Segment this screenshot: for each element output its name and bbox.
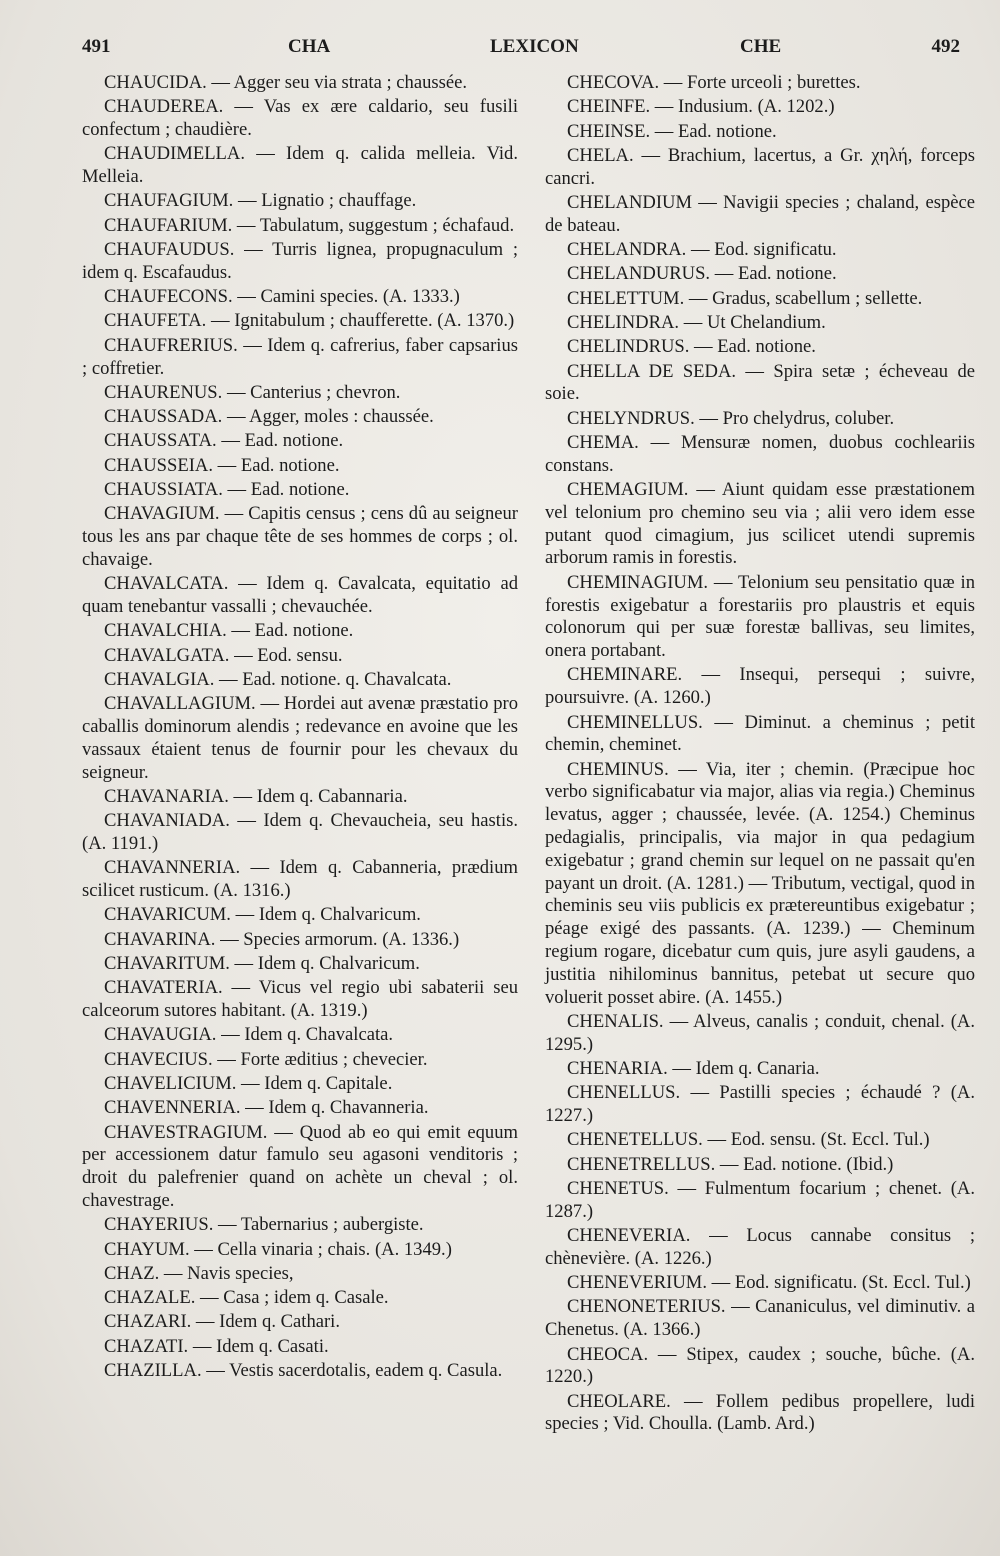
dictionary-entry: CHAUFAGIUM. — Lignatio ; chauffage. [104,190,417,212]
dictionary-entry: CHAVANNERIA. — Idem q. Cabanneria, prædium scilicet rusticum. (A. 1316.) [82,857,518,902]
page-number-right: 492 [931,36,960,57]
page-number-left: 491 [82,36,111,57]
left-column-entries [82,72,518,1384]
dictionary-entry: CHAZALE. — Casa ; idem q. Casale. [104,1287,389,1309]
dictionary-entry: CHAVAUGIA. — Idem q. Chavalcata. [104,1024,394,1046]
dictionary-entry: CHAZATI. — Idem q. Casati. [104,1335,329,1357]
dictionary-entry: CHELYNDRUS. — Pro chelydrus, coluber. [567,407,895,429]
dictionary-entry: CHAUSSADA. — Agger, moles : chaussée. [104,406,434,428]
dictionary-entry: CHAVALCATA. — Idem q. Cavalcata, equitatio ad quam tenebantur vassalli ; chevauchée. [82,573,518,618]
dictionary-entry: CHENALIS. — Alveus, canalis ; conduit, chenal. (A. 1295.) [545,1010,975,1055]
dictionary-entry: CHENETUS. — Fulmentum focarium ; chenet. (A. 1287.) [545,1177,975,1222]
running-head-left: CHA [288,36,331,57]
dictionary-entry: CHAURENUS. — Canterius ; chevron. [104,381,401,403]
dictionary-entry: CHAVARICUM. — Idem q. Chalvaricum. [104,904,421,926]
dictionary-entry: CHAVARITUM. — Idem q. Chalvaricum. [104,952,420,974]
dictionary-entry: CHAUSSATA. — Ead. notione. [104,430,344,452]
dictionary-entry: CHAUCIDA. — Agger seu via strata ; chaussée. [104,72,468,93]
running-head-right: CHE [740,36,782,57]
dictionary-entry: CHAUSSIATA. — Ead. notione. [104,479,350,501]
dictionary-entry: CHAUDEREA. — Vas ex ære caldario, seu fusili confectum ; chaudière. [82,96,518,141]
dictionary-entry: CHENETRELLUS. — Ead. notione. (Ibid.) [567,1153,894,1175]
dictionary-entry: CHAUFRERIUS. — Idem q. cafrerius, faber capsarius ; coffretier. [82,334,518,379]
dictionary-entry: CHELA. — Brachium, lacertus, a Gr. χηλή, forceps cancri. [545,144,975,189]
dictionary-entry: CHAVARINA. — Species armorum. (A. 1336.) [104,928,460,950]
dictionary-entry: CHELINDRA. — Ut Chelandium. [567,311,826,333]
dictionary-entry: CHAVALCHIA. — Ead. notione. [104,620,354,642]
dictionary-entry: CHAVANARIA. — Idem q. Cabannaria. [104,785,408,807]
dictionary-entry: CHAVALGIA. — Ead. notione. q. Chavalcata. [104,668,452,690]
dictionary-entry: CHAVESTRAGIUM. — Quod ab eo qui emit equum per accessionem datur famulo seu agasoni venditoris ; droit du palefrenier quand on achète un cheval ; ol. chavestrage. [82,1121,518,1211]
dictionary-entry: CHAUFETA. — Ignitabulum ; chaufferette. (A. 1370.) [104,310,515,332]
dictionary-entry: CHENELLUS. — Pastilli species ; échaudé ? (A. 1227.) [545,1082,975,1127]
dictionary-entry: CHENEVERIA. — Locus cannabe consitus ; chènevière. (A. 1226.) [545,1225,975,1269]
dictionary-entry: CHAUFARIUM. — Tabulatum, suggestum ; échafaud. [104,214,515,236]
dictionary-entry: CHAVANIADA. — Idem q. Chevaucheia, seu hastis. (A. 1191.) [82,810,518,854]
dictionary-entry: CHAVALLAGIUM. — Hordei aut avenæ præstatio pro caballis dominorum alendis ; redevance en avoine que les vassaux étaient tenus de fournir pour les chevaux du seigneur. [82,693,518,783]
running-head-center: LEXICON [490,36,579,57]
dictionary-entry: CHAUSSEIA. — Ead. notione. [104,454,340,476]
dictionary-entry: CHAVECIUS. — Forte æditius ; chevecier. [104,1048,428,1070]
dictionary-entry: CHAVELICIUM. — Idem q. Capitale. [104,1072,393,1094]
dictionary-entry: CHAVAGIUM. — Capitis census ; cens dû au seigneur tous les ans par chaque tête de ses hommes de corps ; ol. chavaige. [82,503,518,570]
dictionary-entry: CHENONETERIUS. — Cananiculus, vel diminutiv. a Chenetus. (A. 1366.) [545,1296,975,1341]
dictionary-entry: CHEMINELLUS. — Diminut. a cheminus ; petit chemin, cheminet. [545,711,975,756]
dictionary-entry: CHEMINUS. — Via, iter ; chemin. (Præcipue hoc verbo significabatur via major, alias via regia.) Cheminus levatus, agger ; chaussée, levée. (A. 1254.) Cheminus pedagialis, principalis, via major in qua pedagium exigebatur ; grand chemin sur lequel on ne passait qu'en payant un droit. (A. 1281.) — Tributum, vectigal, quod in cheminis seu viis publicis ex prætereuntibus exigebatur ; péage exigé des passants. (A. 1239.) — Cheminum regium rogare, dicebatur cum quis, jure asyli gaudens, a justitia nihilominus bannitus, petebat ut secure quo voluerit posset abire. (A. 1455.) [545,758,975,1008]
dictionary-entry: CHAVATERIA. — Vicus vel regio ubi sabaterii seu calceorum sutores habitant. (A. 1319.) [82,977,518,1022]
dictionary-entry: CHELINDRUS. — Ead. notione. [567,336,816,358]
right-column-entries [545,72,975,1438]
dictionary-entry: CHEINFE. — Indusium. (A. 1202.) [567,96,835,118]
running-header [0,36,1000,66]
dictionary-entry: CHEMAGIUM. — Aiunt quidam esse præstationem vel telonium pro chemino seu via ; alii vero idem esse putant quod cimagium, jus scilicet utendi supremis arborum ramis in forestis. [545,479,975,569]
dictionary-entry: CHELANDRA. — Eod. significatu. [567,239,837,261]
dictionary-entry: CHAVALGATA. — Eod. sensu. [104,644,343,666]
dictionary-entry: CHECOVA. — Forte urceoli ; burettes. [567,72,861,93]
dictionary-entry: CHAYERIUS. — Tabernarius ; aubergiste. [104,1214,424,1236]
dictionary-entry: CHAVENNERIA. — Idem q. Chavanneria. [104,1097,429,1119]
dictionary-entry: CHAZ. — Navis species, [104,1262,294,1284]
dictionary-entry: CHELLA DE SEDA. — Spira setæ ; écheveau de soie. [545,360,975,405]
dictionary-entry: CHAZARI. — Idem q. Cathari. [104,1311,340,1333]
dictionary-entry: CHAUDIMELLA. — Idem q. calida melleia. Vid. Melleia. [82,143,518,188]
dictionary-entry: CHELETTUM. — Gradus, scabellum ; sellette. [567,287,923,309]
dictionary-entry: CHEMA. — Mensuræ nomen, duobus cochleariis constans. [545,431,975,476]
dictionary-entry: CHEOLARE. — Follem pedibus propellere, ludi species ; Vid. Choulla. (Lamb. Ard.) [545,1390,975,1435]
dictionary-entry: CHENEVERIUM. — Eod. significatu. (St. Eccl. Tul.) [567,1272,971,1294]
dictionary-entry: CHENETELLUS. — Eod. sensu. (St. Eccl. Tul.) [567,1129,930,1151]
dictionary-entry: CHELANDIUM — Navigii species ; chaland, espèce de bateau. [545,191,975,236]
dictionary-entry: CHEINSE. — Ead. notione. [567,120,777,142]
dictionary-entry: CHAUFAUDUS. — Turris lignea, propugnaculum ; idem q. Escafaudus. [82,239,518,283]
dictionary-entry: CHENARIA. — Idem q. Canaria. [567,1057,820,1079]
dictionary-entry: CHAYUM. — Cella vinaria ; chais. (A. 1349.) [104,1238,452,1260]
dictionary-entry: CHEOCA. — Stipex, caudex ; souche, bûche. (A. 1220.) [545,1343,975,1388]
dictionary-entry: CHAZILLA. — Vestis sacerdotalis, eadem q. Casula. [104,1360,503,1382]
dictionary-entry: CHEMINARE. — Insequi, persequi ; suivre, poursuivre. (A. 1260.) [545,664,975,709]
dictionary-entry: CHAUFECONS. — Camini species. (A. 1333.) [104,286,460,308]
dictionary-entry: CHEMINAGIUM. — Telonium seu pensitatio quæ in forestis exigebatur a forestariis pro plaustris et equis colonorum qui per suæ forestæ ballivas, seu limites, onera portabant. [545,571,975,662]
dictionary-entry: CHELANDURUS. — Ead. notione. [567,263,837,285]
